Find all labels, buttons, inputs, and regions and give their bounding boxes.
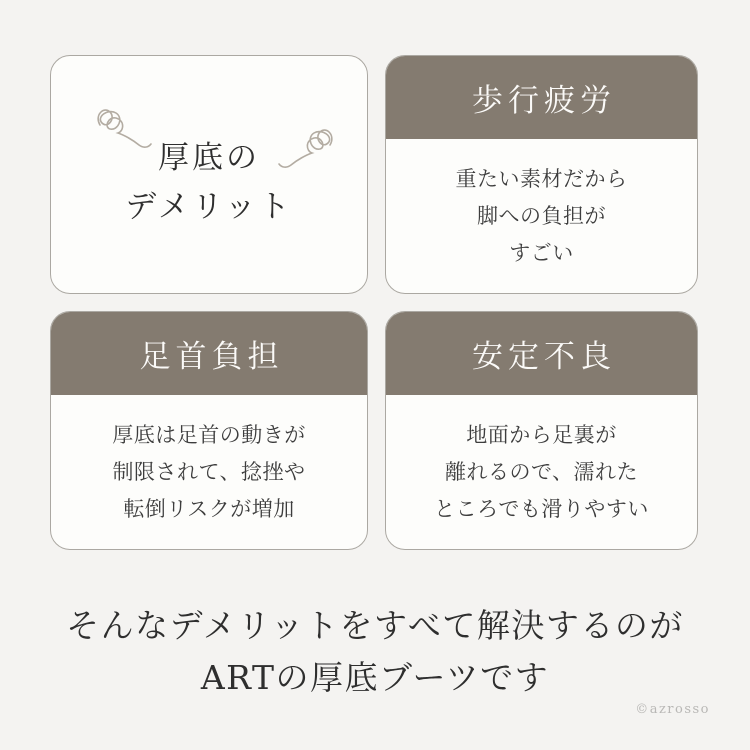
intro-title-line1: 厚底の: [158, 140, 260, 176]
card-title-instability: 安定不良: [385, 311, 698, 395]
watermark: ©azrosso: [635, 702, 710, 717]
card-title-walking-fatigue: 歩行疲労: [385, 55, 698, 139]
footer-line1: そんなデメリットをすべて解決するのが: [66, 606, 684, 645]
card-text-line: 地面から足裏が: [466, 423, 617, 447]
card-body-ankle-strain: [51, 396, 367, 549]
intro-card: [50, 55, 368, 294]
card-text-line: 脚への負担が: [477, 204, 606, 228]
intro-title-line2: デメリット: [125, 189, 293, 225]
card-text-line: 厚底は足首の動きが: [112, 423, 306, 447]
card-text-line: 離れるので、濡れた: [444, 460, 639, 484]
card-text-line: すごい: [509, 241, 574, 265]
footer-line2: ARTの厚底ブーツです: [200, 658, 550, 697]
card-text-line: 制限されて、捻挫や: [112, 460, 306, 484]
card-text-line: 転倒リスクが増加: [123, 497, 295, 521]
footer-message: [0, 600, 750, 704]
card-text-line: 重たい素材だから: [455, 167, 628, 191]
intro-title: [51, 134, 367, 232]
demerit-card-instability: [385, 311, 698, 550]
card-body-walking-fatigue: [386, 140, 697, 293]
card-body-instability: [386, 396, 697, 549]
card-title-ankle-strain: 足首負担: [50, 311, 368, 395]
demerit-card-ankle-strain: [50, 311, 368, 550]
demerit-card-walking-fatigue: [385, 55, 698, 294]
card-text-line: ところでも滑りやすい: [434, 497, 649, 521]
